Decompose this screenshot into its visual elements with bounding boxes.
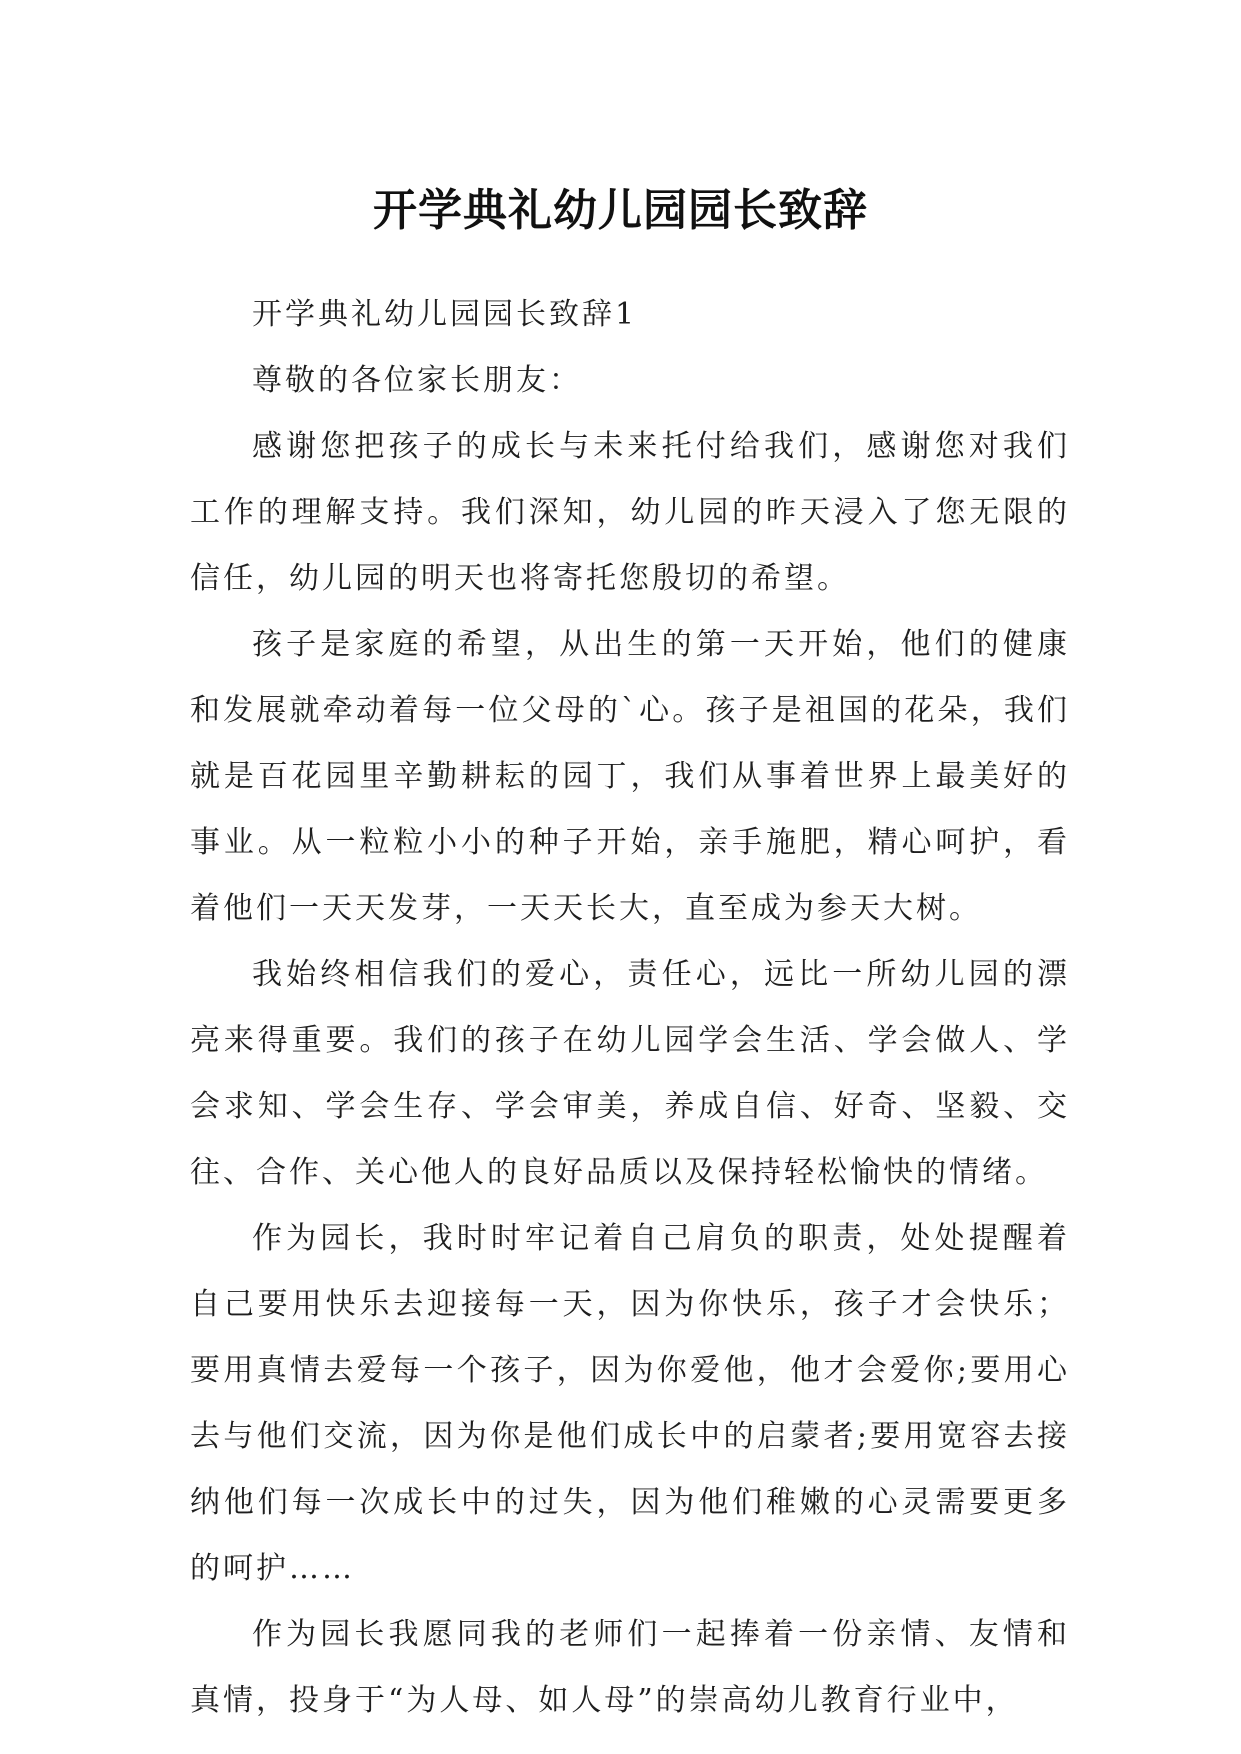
document-body: [190, 282, 1070, 1734]
paragraph: 作为园长我愿同我的老师们一起捧着一份亲情、友情和真情，投身于“为人母、如人母”的崇高幼儿教育行业中，: [190, 1617, 1070, 1718]
paragraph-salutation: 尊敬的各位家长朋友：: [252, 363, 582, 398]
paragraph: 我始终相信我们的爱心，责任心，远比一所幼儿园的漂亮来得重要。我们的孩子在幼儿园学会生活、学会做人、学会求知、学会生存、学会审美，养成自信、好奇、坚毅、交往、合作、关心他人的良好品质以及保持轻松愉快的情绪。: [190, 957, 1070, 1190]
paragraph: 作为园长，我时时牢记着自己肩负的职责，处处提醒着自己要用快乐去迎接每一天，因为你快乐，孩子才会快乐；要用真情去爱每一个孩子，因为你爱他，他才会爱你;要用心去与他们交流，因为你是他们成长中的启蒙者;要用宽容去接纳他们每一次成长中的过失，因为他们稚嫩的心灵需要更多的呵护……: [190, 1221, 1070, 1586]
document-title: 开学典礼幼儿园园长致辞: [373, 185, 868, 237]
paragraph-heading: 开学典礼幼儿园园长致辞1: [252, 297, 638, 332]
paragraph: 感谢您把孩子的成长与未来托付给我们，感谢您对我们工作的理解支持。我们深知，幼儿园的昨天浸入了您无限的信任，幼儿园的明天也将寄托您殷切的希望。: [190, 429, 1070, 596]
paragraph: 孩子是家庭的希望，从出生的第一天开始，他们的健康和发展就牵动着每一位父母的`心。孩子是祖国的花朵，我们就是百花园里辛勤耕耘的园丁，我们从事着世界上最美好的事业。从一粒粒小小的种子开始，亲手施肥，精心呵护，看着他们一天天发芽，一天天长大，直至成为参天大树。: [190, 627, 1070, 926]
